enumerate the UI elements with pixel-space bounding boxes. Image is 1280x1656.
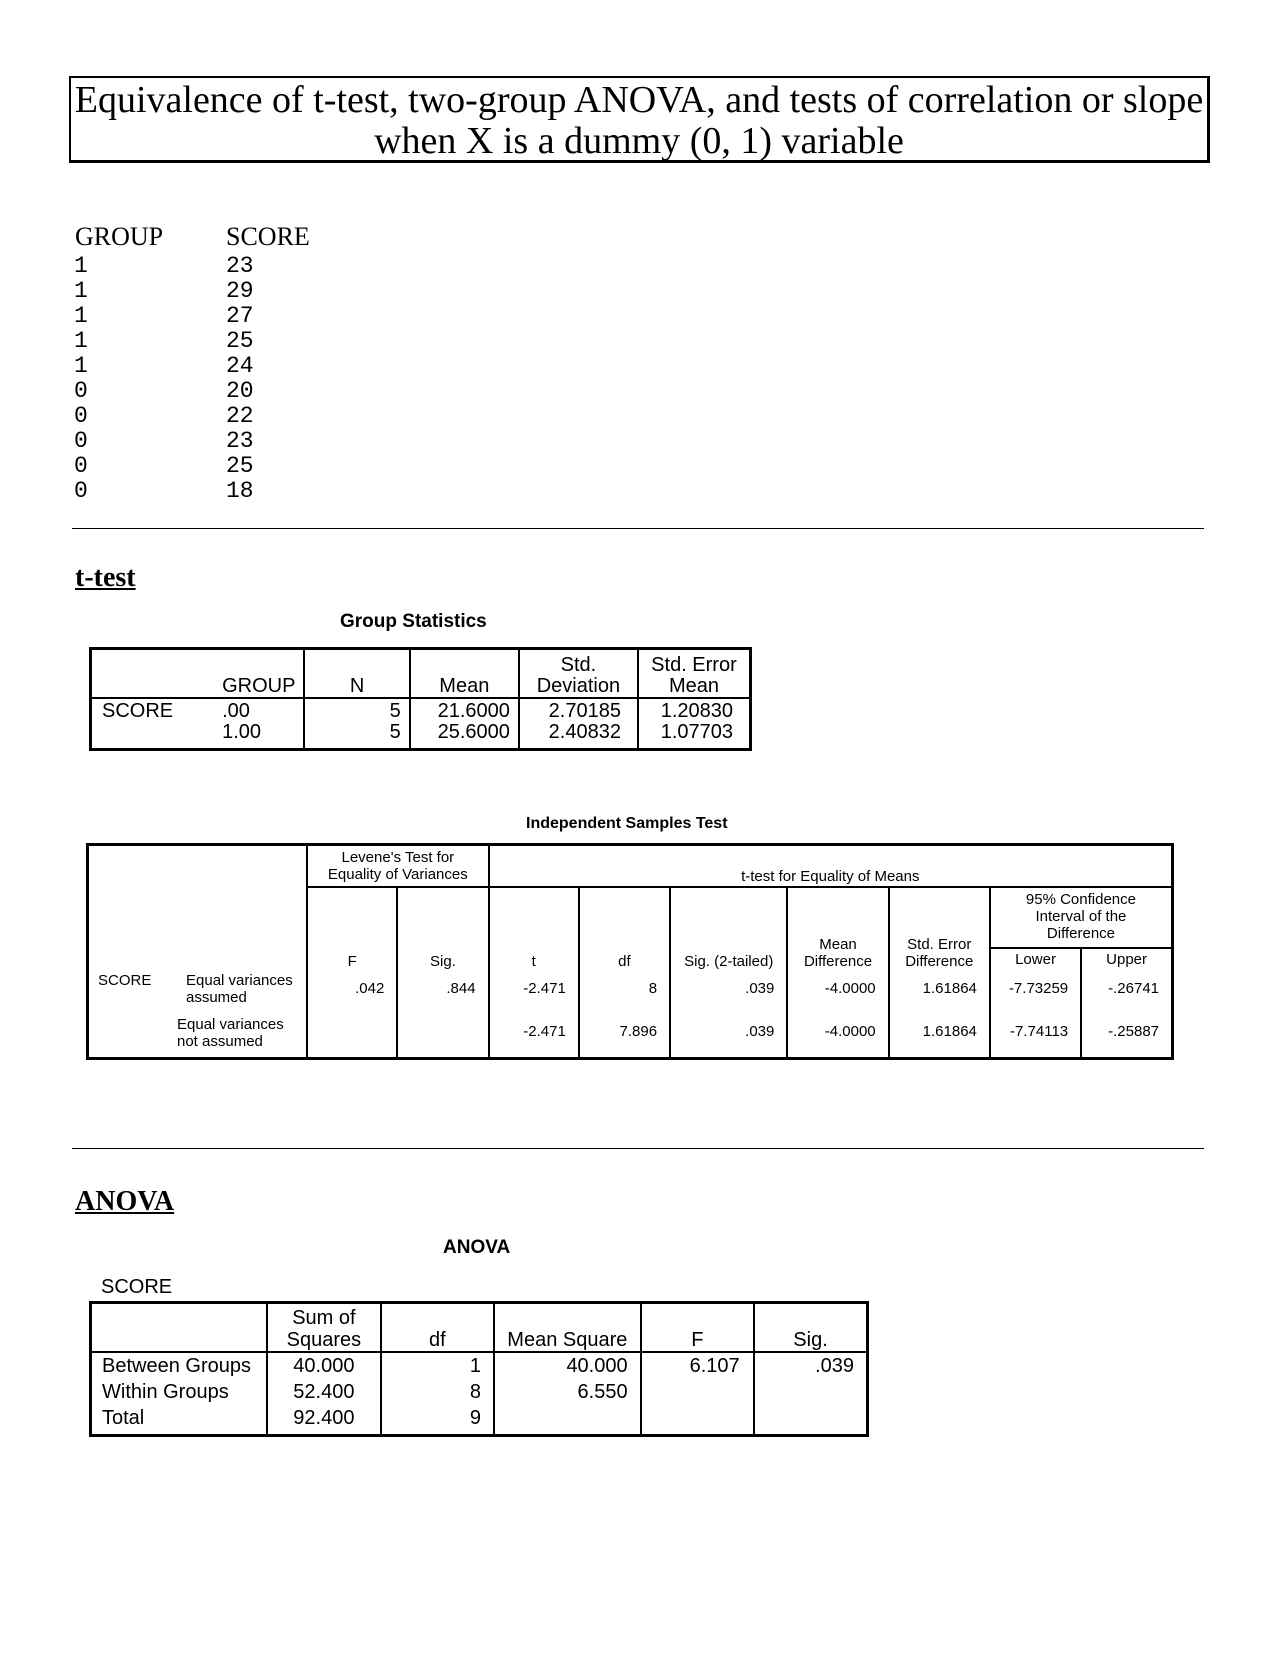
data-listing <box>74 254 254 504</box>
cell-std-deviation: 2.40832 <box>519 722 638 750</box>
header-sum-of-squares <box>267 1303 380 1353</box>
group-statistics-header-row <box>91 649 751 699</box>
cell-sig-2-tailed: .039 <box>670 970 787 1016</box>
anova-row <box>91 1379 868 1405</box>
title-line-1: Equivalence of t-test, two-group ANOVA, and tests of correlation or slope <box>74 79 1204 121</box>
levene-header <box>307 845 488 888</box>
group-statistics-table <box>89 647 752 751</box>
header-std-error-line1: Std. Error <box>651 654 737 676</box>
cell-f <box>641 1405 754 1436</box>
cell-group: .00 <box>202 698 304 722</box>
title-line-2: when X is a dummy (0, 1) variable <box>374 120 904 162</box>
cell-sum-of-squares: 92.400 <box>267 1405 380 1436</box>
data-row <box>74 279 254 304</box>
data-group-value: 1 <box>74 303 88 329</box>
cell-f: .042 <box>307 970 397 1016</box>
data-group-value: 1 <box>74 253 88 279</box>
ttest-equality-header: t-test for Equality of Means <box>489 845 1173 888</box>
cell-source: Total <box>91 1405 268 1436</box>
data-row <box>74 329 254 354</box>
data-score-value: 25 <box>226 328 254 354</box>
header-std-error-line2: Mean <box>668 675 719 697</box>
header-df: df <box>579 887 670 970</box>
header-t: t <box>489 887 579 970</box>
cell-mean-square: 40.000 <box>494 1352 641 1379</box>
confidence-interval-header <box>990 887 1173 948</box>
data-score-value: 25 <box>226 453 254 479</box>
data-group-value: 0 <box>74 403 88 429</box>
anova-row <box>91 1405 868 1436</box>
cell-mean: 25.6000 <box>410 722 519 750</box>
cell-sig <box>397 1016 488 1059</box>
independent-samples-table <box>86 843 1174 1060</box>
cell-df: 9 <box>381 1405 494 1436</box>
row-label-line2: not assumed <box>177 1033 263 1050</box>
header-std-deviation <box>519 649 638 699</box>
header-std-error-difference-line1: Std. Error <box>907 936 972 953</box>
header-sig: Sig. <box>793 1329 828 1351</box>
header-group: GROUP <box>202 649 304 699</box>
cell-mean-difference: -4.0000 <box>787 1016 888 1059</box>
ci-header-line3: Difference <box>1046 925 1115 942</box>
cell-upper: -.25887 <box>1108 1023 1159 1040</box>
data-score-value: 24 <box>226 353 254 379</box>
anova-dependent-variable: SCORE <box>101 1276 173 1298</box>
header-mean-square: Mean Square <box>494 1303 641 1353</box>
header-f: F <box>641 1303 754 1353</box>
data-row <box>74 479 254 504</box>
cell-f <box>641 1379 754 1405</box>
header-df: df <box>381 1303 494 1353</box>
cell-group: 1.00 <box>202 722 304 750</box>
cell-mean-square <box>494 1405 641 1436</box>
independent-samples-row <box>88 1016 1173 1059</box>
cell-source: Within Groups <box>91 1379 268 1405</box>
cell-df: 8 <box>381 1379 494 1405</box>
header-std-deviation-line2: Deviation <box>536 675 621 697</box>
header-sum-of-squares-line2: Squares <box>286 1329 362 1351</box>
header-std-error-mean <box>638 649 751 699</box>
header-sum-of-squares-line1: Sum of <box>292 1307 356 1329</box>
header-sig-2-tailed: Sig. (2-tailed) <box>670 887 787 970</box>
header-mean-difference-line2: Difference <box>803 953 873 970</box>
cell-df: 7.896 <box>579 1016 670 1059</box>
cell-sig <box>754 1405 867 1436</box>
cell-sum-of-squares: 40.000 <box>267 1352 380 1379</box>
cell-lower: -7.73259 <box>990 970 1081 1016</box>
header-n: N <box>304 649 409 699</box>
anova-table <box>89 1301 869 1437</box>
cell-sig: .039 <box>815 1355 854 1377</box>
data-row <box>74 404 254 429</box>
row-variable: SCORE <box>102 700 174 722</box>
independent-samples-header-row-1 <box>88 845 1173 888</box>
data-row <box>74 254 254 279</box>
cell-upper: -.26741 <box>1108 980 1159 997</box>
data-group-value: 0 <box>74 478 88 504</box>
ci-header-line1: 95% Confidence <box>1025 891 1136 908</box>
data-row <box>74 354 254 379</box>
header-sig: Sig. <box>397 887 488 970</box>
cell-mean: 21.6000 <box>410 698 519 722</box>
data-group-value: 0 <box>74 378 88 404</box>
divider <box>72 528 1204 529</box>
cell-df: 8 <box>579 970 670 1016</box>
cell-std-error-difference: 1.61864 <box>889 970 990 1016</box>
cell-sig: .844 <box>397 970 488 1016</box>
header-f: F <box>307 887 397 970</box>
row-label-text <box>186 972 293 1006</box>
cell-std-error-difference: 1.61864 <box>889 1016 990 1059</box>
header-lower: Lower <box>990 948 1081 970</box>
anova-row <box>91 1352 868 1379</box>
data-group-value: 0 <box>74 453 88 479</box>
header-upper: Upper <box>1106 951 1147 968</box>
header-std-error-difference <box>889 887 990 970</box>
cell-mean-difference: -4.0000 <box>787 970 888 1016</box>
data-row <box>74 379 254 404</box>
cell-mean-square: 6.550 <box>494 1379 641 1405</box>
cell-sum-of-squares: 52.400 <box>267 1379 380 1405</box>
ci-header-line2: Interval of the <box>1035 908 1127 925</box>
cell-t: -2.471 <box>489 970 579 1016</box>
row-variable: SCORE <box>98 972 152 989</box>
title-box <box>69 76 1210 163</box>
cell-df: 1 <box>381 1352 494 1379</box>
anova-header-row <box>91 1303 868 1353</box>
header-mean-difference-line1: Mean <box>819 936 857 953</box>
row-label-text <box>177 1016 284 1050</box>
row-label <box>88 970 308 1016</box>
data-score-value: 18 <box>226 478 254 504</box>
levene-header-line1: Levene's Test for <box>341 849 455 866</box>
anova-heading: ANOVA <box>75 1186 175 1217</box>
row-label-line1: Equal variances <box>186 972 293 989</box>
group-statistics-row <box>91 698 751 722</box>
row-label-line1: Equal variances <box>177 1016 284 1033</box>
data-score-value: 23 <box>226 253 254 279</box>
data-score-value: 27 <box>226 303 254 329</box>
cell-source: Between Groups <box>91 1352 268 1379</box>
data-row <box>74 429 254 454</box>
independent-samples-caption: Independent Samples Test <box>526 815 728 832</box>
cell-f <box>307 1016 397 1059</box>
levene-header-line2: Equality of Variances <box>327 866 468 883</box>
data-group-value: 1 <box>74 278 88 304</box>
data-group-value: 0 <box>74 428 88 454</box>
data-group-value: 1 <box>74 328 88 354</box>
anova-caption: ANOVA <box>443 1237 511 1258</box>
data-group-value: 1 <box>74 353 88 379</box>
data-score-value: 20 <box>226 378 254 404</box>
independent-samples-row <box>88 970 1173 1016</box>
row-label-line2: assumed <box>186 989 247 1006</box>
data-score-value: 23 <box>226 428 254 454</box>
data-row <box>74 304 254 329</box>
cell-n: 5 <box>304 722 409 750</box>
divider <box>72 1148 1204 1149</box>
group-statistics-caption: Group Statistics <box>340 611 487 632</box>
row-label <box>88 1016 308 1059</box>
cell-sig-2-tailed: .039 <box>670 1016 787 1059</box>
data-score-value: 29 <box>226 278 254 304</box>
header-std-deviation-line1: Std. <box>560 654 597 676</box>
cell-n: 5 <box>304 698 409 722</box>
cell-std-error: 1.20830 <box>660 700 733 722</box>
group-statistics-row <box>91 722 751 750</box>
group-column-header: GROUP <box>75 222 164 251</box>
ttest-heading: t-test <box>75 562 136 593</box>
cell-std-deviation: 2.70185 <box>519 698 638 722</box>
cell-lower: -7.74113 <box>990 1016 1081 1059</box>
cell-f: 6.107 <box>641 1352 754 1379</box>
header-mean: Mean <box>410 649 519 699</box>
data-row <box>74 454 254 479</box>
data-score-value: 22 <box>226 403 254 429</box>
header-mean-difference <box>787 887 888 970</box>
cell-sig <box>754 1379 867 1405</box>
header-std-error-difference-line2: Difference <box>905 953 974 970</box>
score-column-header: SCORE <box>226 222 310 251</box>
cell-std-error: 1.07703 <box>660 721 733 743</box>
cell-t: -2.471 <box>489 1016 579 1059</box>
